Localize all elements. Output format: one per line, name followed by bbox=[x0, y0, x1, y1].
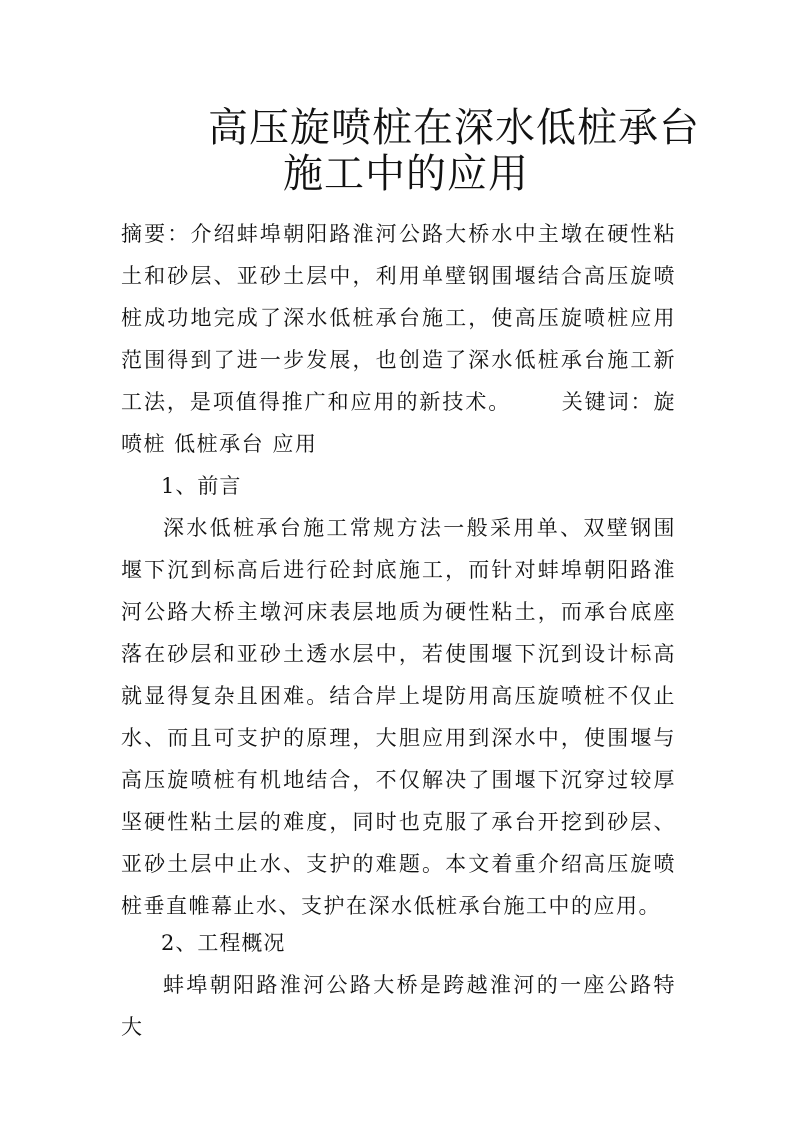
document-title-line-1: 高压旋喷桩在深水低桩承台 bbox=[208, 105, 700, 151]
section-paragraph-introduction: 深水低桩承台施工常规方法一般采用单、双壁钢围堰下沉到标高后进行砼封底施工，而针对蚌埠朝阳路淮河公路大桥主墩河床表层地质为硬性粘土，而承台底座落在砂层和亚砂土透水层中，若使围堰下沉到设计标高就显得复杂且困难。结合岸上堤防用高压旋喷桩不仅止水、而且可支护的原理，大胆应用到深水中，使围堰与高压旋喷桩有机地结合，不仅解决了围堰下沉穿过较厚坚硬性粘土层的难度，同时也克服了承台开挖到砂层、亚砂土层中止水、支护的难题。本文着重介绍高压旋喷桩垂直帷幕止水、支护在深水低桩承台施工中的应用。 bbox=[121, 516, 676, 918]
section-paragraph-project-overview: 蚌埠朝阳路淮河公路大桥是跨越淮河的一座公路特大 bbox=[121, 973, 676, 1039]
section-heading-project-overview: 2、工程概况 bbox=[161, 931, 286, 955]
section-heading-introduction: 1、前言 bbox=[161, 474, 242, 498]
document-title-line-2: 施工中的应用 bbox=[283, 151, 529, 197]
keywords: 关键词：旋喷桩 低桩承台 应用 bbox=[121, 390, 677, 456]
abstract-text: 摘要：介绍蚌埠朝阳路淮河公路大桥水中主墩在硬性粘土和砂层、亚砂土层中，利用单壁钢围堰结合高压旋喷桩成功地完成了深水低桩承台施工，使高压旋喷桩应用范围得到了进一步发展，也创造了深水低桩承台施工新工法，是项值得推广和应用的新技术。 bbox=[121, 222, 676, 414]
abstract bbox=[121, 213, 676, 465]
